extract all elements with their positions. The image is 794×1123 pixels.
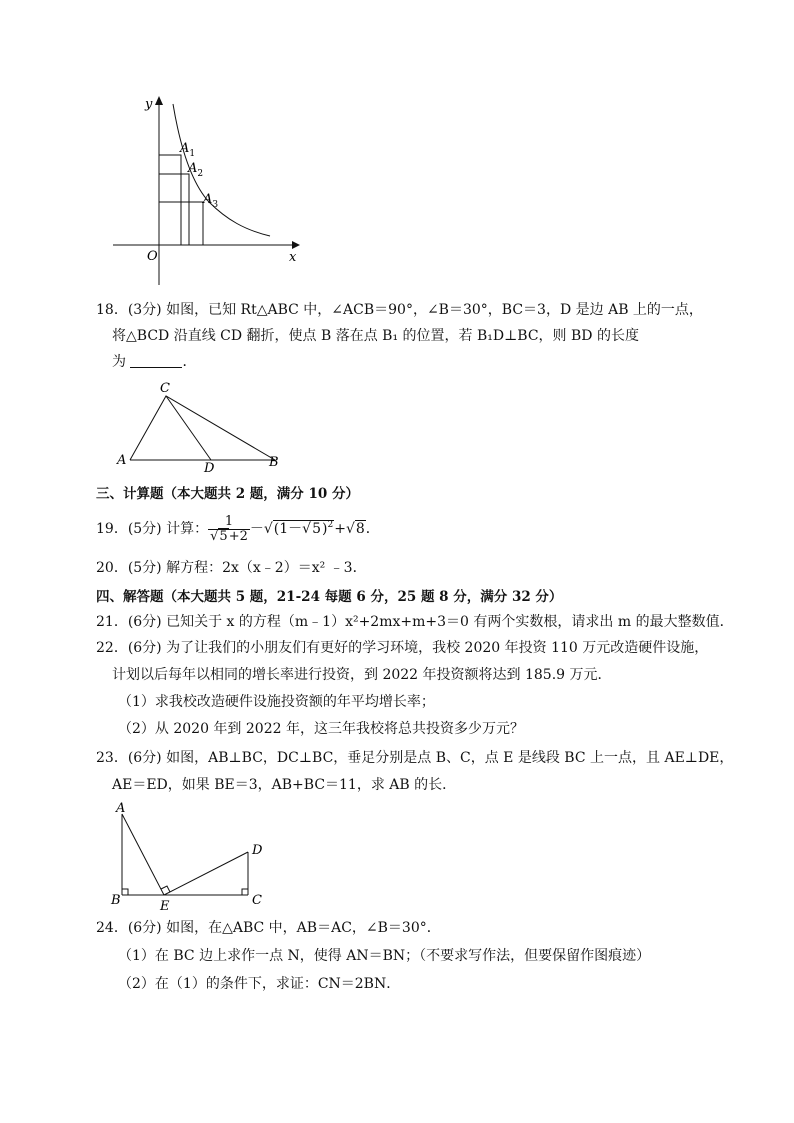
q22-line2: 计划以后每年以相同的增长率进行投资，到 2022 年投资额将达到 185.9 万元． bbox=[112, 667, 612, 683]
q23-line2: AE＝ED，如果 BE＝3，AB+BC＝11，求 AB 的长． bbox=[112, 777, 457, 793]
rectangle-1 bbox=[159, 155, 181, 245]
label-c: C bbox=[252, 893, 262, 908]
segment-ed bbox=[164, 852, 248, 895]
segment-cd bbox=[166, 396, 211, 460]
triangle-outline bbox=[130, 396, 275, 460]
label-a1: $A_1$ bbox=[180, 141, 196, 159]
figure-triangle-abc bbox=[112, 378, 292, 473]
q22-line1: 22．(6分) 为了让我们的小朋友们有更好的学习环境，我校 2020 年投资 110 万元改造硬件设施， bbox=[96, 640, 709, 656]
q24-sub1: （1）在 BC 边上求作一点 N，使得 AN＝BN；（不要求写作法，但要保留作图痕迹） bbox=[118, 948, 651, 964]
q20: 20．(5分) 解方程：2x（x﹣2）＝x² ﹣3． bbox=[96, 560, 367, 576]
q18-line2: 将△BCD 沿直线 CD 翻折，使点 B 落在点 B₁ 的位置，若 B₁D⊥BC，则 BD 的长度 bbox=[112, 328, 639, 344]
q22-sub1: （1）求我校改造硬件设施投资额的年平均增长率； bbox=[118, 694, 435, 710]
label-d: D bbox=[204, 461, 215, 473]
q19-radical-2: 8 bbox=[355, 521, 365, 537]
q21: 21．(6分) 已知关于 x 的方程（m﹣1）x²+2mx+m+3＝0 有两个实数根，请求出 m 的最大整数值． bbox=[96, 614, 734, 630]
q18-line1: 18．(3分) 如图，已知 Rt△ABC 中，∠ACB＝90°，∠B＝30°，BC＝3，D 是边 AB 上的一点， bbox=[96, 302, 703, 318]
section-3-heading: 三、计算题（本大题共 2 题，满分 10 分） bbox=[96, 486, 359, 502]
q18-line3 bbox=[112, 352, 196, 372]
label-a: A bbox=[117, 453, 127, 468]
label-e: E bbox=[160, 899, 170, 912]
answer-blank bbox=[130, 353, 182, 368]
q24-line1: 24．(6分) 如图，在△ABC 中，AB＝AC，∠B＝30°． bbox=[96, 920, 441, 936]
q19-prefix: 19．(5分) 计算： bbox=[96, 521, 209, 537]
y-axis-label: y bbox=[145, 97, 153, 112]
figure-right-angles bbox=[108, 800, 273, 912]
rectangle-2 bbox=[159, 174, 189, 245]
q22-sub2: （2）从 2020 年到 2022 年，这三年我校将总共投资多少万元？ bbox=[118, 721, 524, 737]
figure-hyperbola bbox=[105, 90, 310, 290]
label-a2: $A_2$ bbox=[188, 161, 204, 179]
q19: 19．(5分) 计算： $\frac{1}{√5+2}$ $-√(1-√5)^2+√8$． bbox=[96, 513, 380, 544]
q18-suffix: ． bbox=[182, 354, 197, 370]
q24-sub2: （2）在（1）的条件下，求证：CN＝2BN． bbox=[118, 976, 401, 992]
q18-prefix: 为 bbox=[112, 354, 126, 370]
q19-fraction: $\frac{1}{√5+2}$ bbox=[210, 513, 248, 544]
q23-line1: 23．(6分) 如图，AB⊥BC，DC⊥BC，垂足分别是点 B、C，点 E 是线段 BC 上一点，且 AE⊥DE， bbox=[96, 750, 734, 766]
right-angle-c bbox=[242, 889, 248, 895]
label-b: B bbox=[111, 893, 121, 908]
label-b: B bbox=[269, 455, 279, 470]
x-axis-label: x bbox=[289, 250, 297, 265]
section-4-heading: 四、解答题（本大题共 5 题，21-24 每题 6 分，25 题 8 分，满分 32 分） bbox=[96, 589, 563, 605]
right-angle-b bbox=[122, 889, 128, 895]
segment-ae bbox=[122, 814, 164, 895]
x-axis-arrow bbox=[292, 241, 300, 249]
q19-radical-1: $(1-√5)^2$ bbox=[273, 520, 334, 537]
label-c: C bbox=[160, 381, 170, 396]
label-a3: $A_3$ bbox=[203, 192, 219, 210]
origin-label: O bbox=[147, 249, 158, 264]
label-a: A bbox=[116, 801, 126, 816]
y-axis-arrow bbox=[155, 96, 163, 105]
label-d: D bbox=[252, 843, 263, 858]
